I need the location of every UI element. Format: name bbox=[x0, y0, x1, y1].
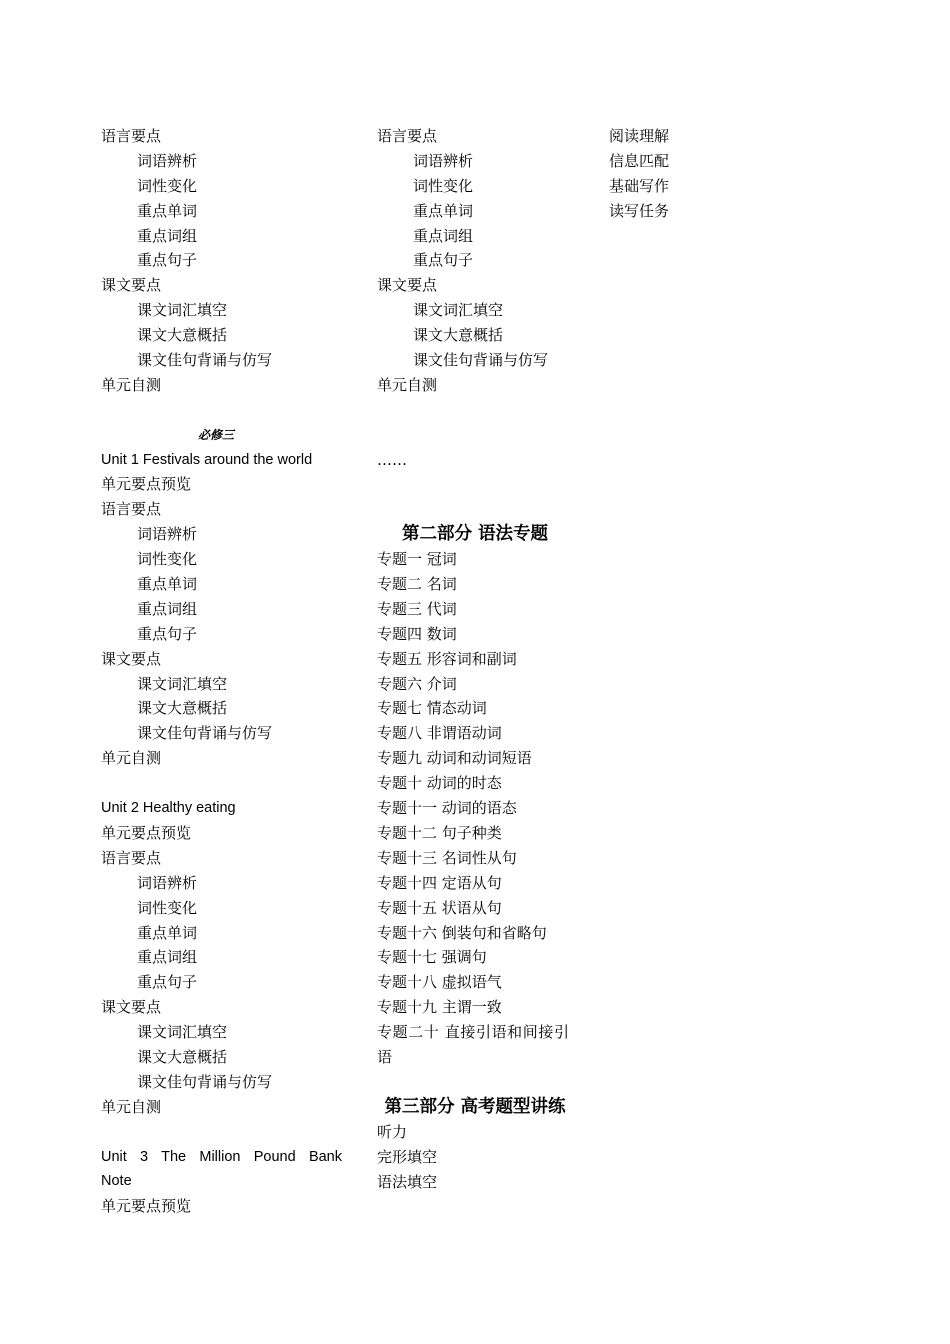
toc-entry[interactable]: 单元自测 bbox=[377, 375, 438, 394]
spacer bbox=[101, 771, 351, 796]
toc-entry[interactable]: 专题六 介词 bbox=[377, 674, 457, 693]
toc-entry[interactable]: 语言要点 bbox=[377, 127, 438, 145]
toc-entry[interactable]: 重点词组 bbox=[413, 226, 474, 245]
toc-entry[interactable]: 词语辨析 bbox=[137, 151, 198, 170]
toc-entry[interactable]: 课文要点 bbox=[101, 998, 162, 1017]
unit-title[interactable]: Unit 3 The Million Pound Bank bbox=[101, 1148, 342, 1165]
toc-entry[interactable]: 单元要点预览 bbox=[101, 823, 192, 842]
toc-entry[interactable]: 课文要点 bbox=[101, 649, 162, 668]
toc-entry[interactable]: 专题二十 直接引语和间接引语 bbox=[377, 1023, 570, 1066]
toc-entry[interactable]: 重点单词 bbox=[137, 575, 198, 594]
section-title: 必修三 bbox=[198, 427, 235, 442]
spacer bbox=[377, 472, 577, 497]
toc-entry[interactable]: 语法填空 bbox=[377, 1172, 438, 1191]
toc-entry[interactable]: 课文大意概括 bbox=[413, 326, 504, 345]
part-heading: 第二部分 语法专题 bbox=[401, 524, 549, 545]
toc-entry[interactable]: 词性变化 bbox=[413, 176, 474, 195]
toc-entry[interactable]: 重点句子 bbox=[413, 251, 474, 270]
toc-entry[interactable]: 专题十五 状语从句 bbox=[377, 898, 502, 917]
toc-entry[interactable]: 专题二 名词 bbox=[377, 575, 457, 594]
part-heading: 第三部分 高考题型讲练 bbox=[384, 1096, 566, 1117]
spacer bbox=[377, 1070, 577, 1095]
toc-entry[interactable]: 词性变化 bbox=[137, 550, 198, 569]
toc-entry[interactable]: 词性变化 bbox=[137, 176, 198, 195]
ellipsis: …… bbox=[377, 450, 407, 469]
toc-entry[interactable]: 词语辨析 bbox=[137, 873, 198, 892]
toc-entry[interactable]: 专题十四 定语从句 bbox=[377, 873, 502, 892]
toc-entry[interactable]: 专题十三 名词性从句 bbox=[377, 848, 517, 867]
toc-entry[interactable]: 听力 bbox=[377, 1122, 408, 1141]
toc-entry[interactable]: 重点句子 bbox=[137, 973, 198, 992]
toc-entry[interactable]: 重点词组 bbox=[137, 599, 198, 618]
toc-column-left bbox=[101, 124, 351, 1219]
toc-entry[interactable]: 语言要点 bbox=[101, 127, 162, 145]
toc-entry[interactable]: 重点句子 bbox=[137, 251, 198, 270]
spacer bbox=[101, 398, 351, 423]
toc-entry[interactable]: 重点单词 bbox=[137, 201, 198, 220]
toc-entry[interactable]: 课文大意概括 bbox=[137, 699, 228, 718]
toc-entry[interactable]: 重点单词 bbox=[413, 201, 474, 220]
unit-title-continued[interactable]: Note bbox=[101, 1173, 132, 1190]
toc-entry[interactable]: 重点单词 bbox=[137, 923, 198, 942]
toc-entry[interactable]: 课文大意概括 bbox=[137, 326, 228, 345]
toc-entry[interactable]: 专题四 数词 bbox=[377, 624, 457, 643]
toc-entry[interactable]: 完形填空 bbox=[377, 1147, 438, 1166]
toc-entry[interactable]: 课文词汇填空 bbox=[137, 1023, 228, 1042]
toc-entry[interactable]: 专题十九 主谓一致 bbox=[377, 998, 502, 1017]
unit-title[interactable]: Unit 2 Healthy eating bbox=[101, 800, 236, 817]
spacer bbox=[377, 497, 577, 522]
toc-entry[interactable]: 课文词汇填空 bbox=[413, 301, 504, 320]
toc-entry[interactable]: 专题七 情态动词 bbox=[377, 699, 487, 718]
toc-entry[interactable]: 专题十六 倒装句和省略句 bbox=[377, 923, 547, 942]
toc-entry[interactable]: 基础写作 bbox=[609, 176, 670, 195]
toc-entry[interactable]: 专题三 代词 bbox=[377, 599, 457, 618]
toc-entry[interactable]: 单元自测 bbox=[101, 375, 162, 394]
toc-entry[interactable]: 课文佳句背诵与仿写 bbox=[137, 351, 273, 370]
toc-column-middle bbox=[377, 124, 577, 1194]
toc-entry[interactable]: 课文词汇填空 bbox=[137, 301, 228, 320]
toc-entry[interactable]: 专题十一 动词的语态 bbox=[377, 799, 517, 818]
toc-entry[interactable]: 单元要点预览 bbox=[101, 1197, 192, 1216]
toc-entry[interactable]: 语言要点 bbox=[101, 848, 162, 867]
toc-entry[interactable]: 重点句子 bbox=[137, 624, 198, 643]
toc-entry[interactable]: 专题五 形容词和副词 bbox=[377, 649, 517, 668]
toc-entry[interactable]: 词性变化 bbox=[137, 898, 198, 917]
toc-entry[interactable]: 专题八 非谓语动词 bbox=[377, 724, 502, 743]
toc-entry[interactable]: 信息匹配 bbox=[609, 151, 670, 170]
toc-column-right bbox=[609, 124, 729, 224]
toc-entry[interactable]: 重点词组 bbox=[137, 226, 198, 245]
toc-entry[interactable]: 课文要点 bbox=[377, 276, 438, 295]
toc-entry[interactable]: 课文佳句背诵与仿写 bbox=[137, 1072, 273, 1091]
toc-entry[interactable]: 读写任务 bbox=[609, 201, 670, 220]
unit-title[interactable]: Unit 1 Festivals around the world bbox=[101, 451, 313, 468]
spacer bbox=[377, 423, 577, 448]
toc-entry[interactable]: 课文大意概括 bbox=[137, 1047, 228, 1066]
spacer bbox=[101, 1120, 351, 1145]
toc-entry[interactable]: 专题九 动词和动词短语 bbox=[377, 749, 532, 768]
toc-entry[interactable]: 词语辨析 bbox=[413, 151, 474, 170]
toc-entry[interactable]: 阅读理解 bbox=[609, 127, 670, 145]
toc-entry[interactable]: 课文词汇填空 bbox=[137, 674, 228, 693]
toc-entry[interactable]: 单元自测 bbox=[101, 1097, 162, 1116]
toc-entry[interactable]: 专题十二 句子种类 bbox=[377, 823, 502, 842]
toc-entry[interactable]: 课文佳句背诵与仿写 bbox=[413, 351, 549, 370]
toc-entry[interactable]: 专题十八 虚拟语气 bbox=[377, 973, 502, 992]
toc-entry[interactable]: 专题一 冠词 bbox=[377, 550, 457, 569]
toc-entry[interactable]: 单元自测 bbox=[101, 749, 162, 768]
toc-entry[interactable]: 词语辨析 bbox=[137, 525, 198, 544]
toc-entry[interactable]: 专题十 动词的时态 bbox=[377, 774, 502, 793]
toc-entry[interactable]: 课文佳句背诵与仿写 bbox=[137, 724, 273, 743]
toc-entry[interactable]: 重点词组 bbox=[137, 948, 198, 967]
toc-entry[interactable]: 课文要点 bbox=[101, 276, 162, 295]
toc-entry[interactable]: 语言要点 bbox=[101, 500, 162, 519]
toc-entry[interactable]: 专题十七 强调句 bbox=[377, 948, 487, 967]
toc-entry[interactable]: 单元要点预览 bbox=[101, 475, 192, 494]
spacer bbox=[377, 398, 577, 423]
